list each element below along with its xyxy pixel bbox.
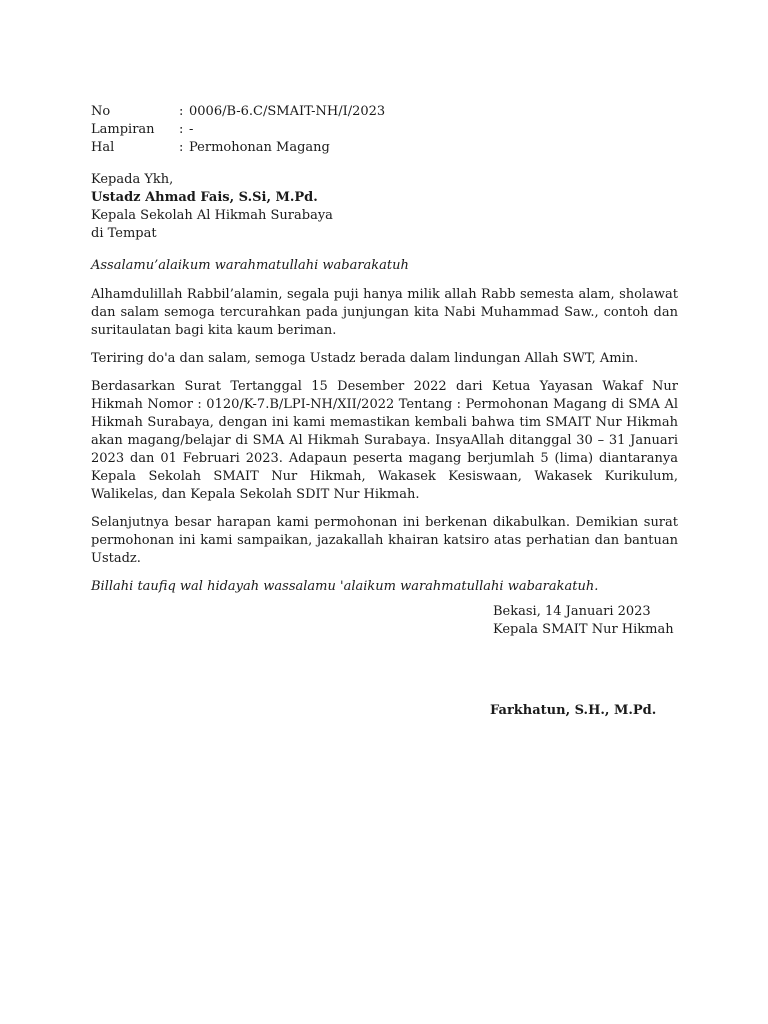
meta-value: 0006/B-6.C/SMAIT-NH/I/2023 (189, 104, 386, 119)
meta-value: - (189, 122, 194, 137)
signature-title: Kepala SMAIT Nur Hikmah (493, 622, 674, 637)
signature-block (493, 603, 674, 639)
meta-label: Hal (91, 140, 115, 155)
meta-separator: : (179, 140, 184, 155)
meta-separator: : (179, 122, 184, 137)
letter-meta (91, 103, 678, 157)
opening-salam: Assalamu’alaikum warahmatullahi wabarakatuh (91, 258, 409, 273)
meta-row-attachment (91, 121, 678, 139)
meta-label: No (91, 104, 111, 119)
signatory-name: Farkhatun, S.H., M.Pd. (490, 703, 657, 718)
addressee-position: Kepala Sekolah Al Hikmah Surabaya (91, 208, 333, 223)
meta-row-subject (91, 139, 678, 157)
addressee-place: di Tempat (91, 226, 157, 241)
meta-row-number (91, 103, 678, 121)
addressee-greeting: Kepada Ykh, (91, 172, 174, 187)
paragraph-opening: Alhamdulillah Rabbil’alamin, segala puji hanya milik allah Rabb semesta alam, sholawat dan salam semoga tercurahkan pada junjungan kita Nabi Muhammad Saw., contoh dan suritaulatan bagi kita kaum beriman. (91, 287, 678, 338)
paragraph-prayer: Teriring do'a dan salam, semoga Ustadz berada dalam lindungan Allah SWT, Amin. (91, 351, 639, 366)
addressee-name: Ustadz Ahmad Fais, S.Si, M.Pd. (91, 190, 318, 205)
signature-place-date: Bekasi, 14 Januari 2023 (493, 604, 651, 619)
letter-body (91, 103, 678, 596)
meta-label: Lampiran (91, 122, 155, 137)
meta-separator: : (179, 104, 184, 119)
addressee-block (91, 171, 678, 243)
meta-value: Permohonan Magang (189, 140, 330, 155)
paragraph-main: Berdasarkan Surat Tertanggal 15 Desember 2022 dari Ketua Yayasan Wakaf Nur Hikmah Nomor : 0120/K-7.B/LPI-NH/XII/2022 Tentang : Permohonan Magang di SMA Al Hikmah Surabaya, dengan ini kami memastikan kembali bahwa tim SMAIT Nur Hikmah akan magang/belajar di SMA Al Hikmah Surabaya. InsyaAllah ditanggal 30 – 31 Januari 2023 dan 01 Februari 2023. Adapaun peserta magang berjumlah 5 (lima) diantaranya Kepala Sekolah SMAIT Nur Hikmah, Wakasek Kesiswaan, Wakasek Kurikulum, Walikelas, dan Kepala Sekolah SDIT Nur Hikmah. (91, 379, 678, 502)
closing-salam: Billahi taufiq wal hidayah wassalamu 'alaikum warahmatullahi wabarakatuh. (91, 579, 599, 594)
paragraph-closing: Selanjutnya besar harapan kami permohonan ini berkenan dikabulkan. Demikian surat permohonan ini kami sampaikan, jazakallah khairan katsiro atas perhatian dan bantuan Ustadz. (91, 515, 678, 566)
